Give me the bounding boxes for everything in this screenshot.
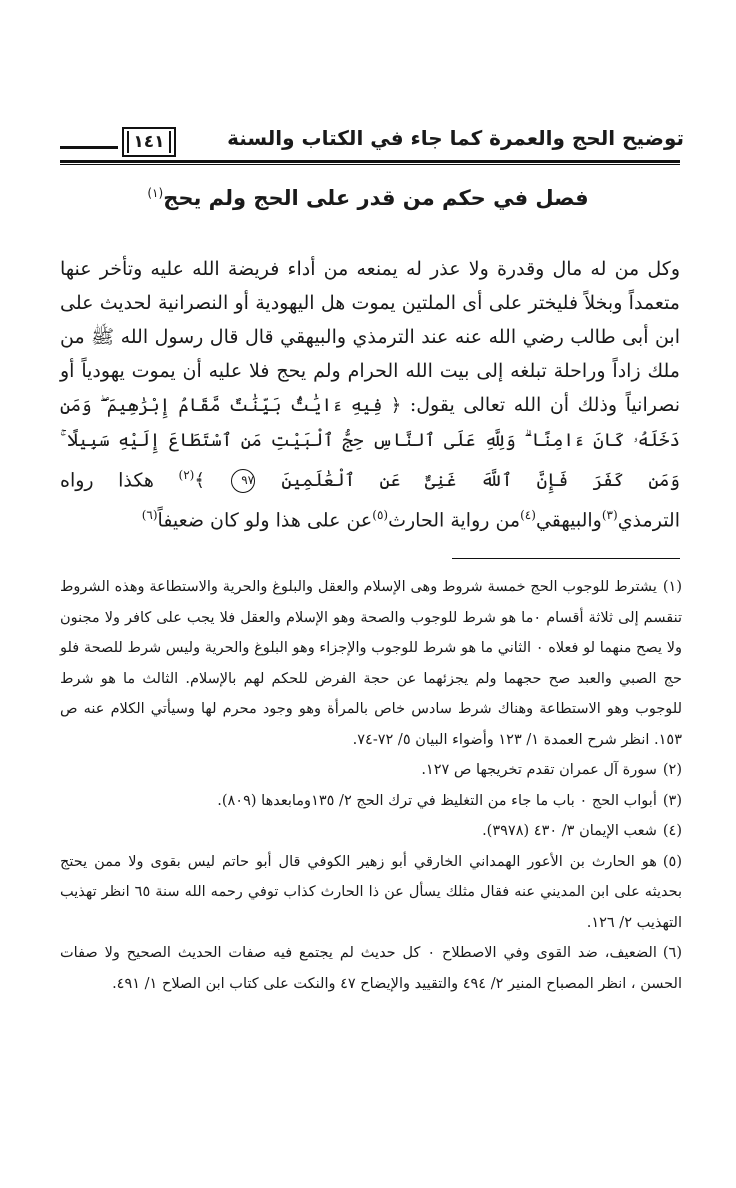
header-rule (60, 160, 680, 163)
footnote-number: (٥) (662, 853, 682, 870)
footnote-separator (452, 558, 680, 559)
section-heading-text: فصل في حكم من قدر على الحج ولم يحج (163, 186, 589, 210)
footnote-ref-2: (٢) (178, 468, 195, 482)
footnote-text: الضعيف، ضد القوى وفي الاصطلاح ٠ كل حديث لم يجتمع فيه صفات الحديث الصحيح ولا صفات الحسن ، انظر المصباح المنير ٢/ ٤٩٤ والتقييد والإيضاح ٤٧ والنكت على كتاب ابن الصلاح ١/ ٤٩١. (60, 945, 682, 992)
footnote-number: (٤) (662, 823, 682, 839)
footnote-text: يشترط للوجوب الحج خمسة شروط وهى الإسلام والعقل والبلوغ والحرية والاستطاعة وهذه الشروط تنقسم إلى ثلاثة أقسام ٠ما هو شرط للوجوب والصحة وهو الإسلام والعقل فلا يجب على كافر ولا مجنون ولا يصح منهما لو فعلاه ٠ الثاني ما هو شرط للوجوب والإجزاء وهو البلوغ والحرية وليس شرط للصحة فلو حج الصبي والعبد صح حجهما ولم يجزئهما عن حجة الفرض للحكم لهم بالإسلام. الثالث ما هو شرط للوجوب وهو الاستطاعة وهناك شرط سادس خاص بالمرأة وهو وجود محرم لها وسيأتي الكلام عنه ص ١٥٣. انظر شرح العمدة ١/ ١٢٣ وأضواء البيان ٥/ ٧٢-٧٤. (60, 579, 682, 748)
footnote-ref-5: (٥) (372, 508, 389, 523)
footnote-ref-4: (٤) (520, 508, 536, 523)
footnote-4 (60, 816, 682, 847)
header-rule-left (60, 146, 118, 149)
footnote-2 (60, 755, 682, 786)
footnote-number: (١) (662, 579, 682, 595)
verse-number: ٩٧ (231, 469, 255, 493)
footnote-ref-6: (٦) (141, 508, 158, 523)
footnote-ref-3: (٣) (601, 508, 618, 523)
closing-text-2: والبيهقي (535, 509, 602, 532)
footnote-text: شعب الإيمان ٣/ ٤٣٠ (٣٩٧٨). (482, 823, 657, 839)
footnote-1 (60, 572, 682, 755)
verse-close-bracket: ﴾ (194, 470, 205, 492)
footnote-3 (60, 786, 682, 817)
body-paragraph (60, 252, 680, 538)
page-number: ١٤١ (122, 127, 176, 157)
body-text (60, 252, 680, 538)
footnotes (60, 572, 682, 999)
closing-text-3: من رواية الحارث (388, 509, 521, 532)
footnote-text: هو الحارث بن الأعور الهمداني الخارقي أبو زهير الكوفي قال أبو حاتم ليس بقوى ولا ممن يحتج بحديثه على ابن المديني عنه فقال مثلك يسأل عن ذا الحارث كذاب توفي رحمه الله سنة ٦٥ انظر تهذيب التهذيب ٢/ ١٢٦. (60, 853, 682, 931)
footnote-number: (٣) (662, 792, 682, 809)
closing-text-4: عن على هذا ولو كان ضعيفاً (157, 509, 373, 532)
running-title: توضيح الحج والعمرة كما جاء في الكتاب والسنة (227, 126, 684, 150)
footnote-text: أبواب الحج ٠ باب ما جاء من التغليظ في ترك الحج ٢/ ١٣٥ومابعدها (٨٠٩). (217, 792, 657, 809)
section-heading (0, 186, 736, 210)
footnote-text: سورة آل عمران تقدم تخريجها ص ١٢٧. (421, 762, 657, 778)
footnote-5 (60, 847, 682, 939)
verse-open-bracket: ﴿ (390, 395, 402, 416)
footnote-6 (60, 938, 682, 999)
verse-text: فِيهِ ءَايَٰتٌۢ بَيِّنَٰتٌ مَّقَامُ إِبْرَٰهِيمَ ۖ وَمَن دَخَلَهُۥ كَانَ ءَامِنًا ۗ وَلِلَّهِ عَلَى ٱلنَّاسِ حِجُّ ٱلْبَيْتِ مَنِ ٱسْتَطَاعَ إِلَيْهِ سَبِيلًا ۚ وَمَن كَفَرَ فَإِنَّ ٱللَّهَ غَنِىٌّ عَنِ ٱلْعَٰلَمِينَ (60, 395, 680, 492)
paragraph-text: وكل من له مال وقدرة ولا عذر له يمنعه من أداء فريضة الله عليه وتأخر عنها متعمداً وبخلاً فليختر على أى الملتين يموت هل اليهودية أو النصرانية لحديث على ابن أبى طالب رضي الله عنه عند الترمذي والبيهقي قال قال رسول الله ﷺ من ملك زاداً وراحلة تبلغه إلى بيت الله الحرام ولم يحج فلا عليه أن يموت يهودياً أو نصرانياً وذلك أن الله تعالى يقول: (60, 258, 680, 416)
header-rule-thin (60, 164, 680, 165)
footnote-ref-1: (١) (147, 186, 164, 200)
footnote-number: (٢) (662, 762, 682, 778)
closing-text-1: هكذا رواه الترمذي (60, 469, 680, 532)
footnote-number: (٦) (662, 945, 682, 961)
